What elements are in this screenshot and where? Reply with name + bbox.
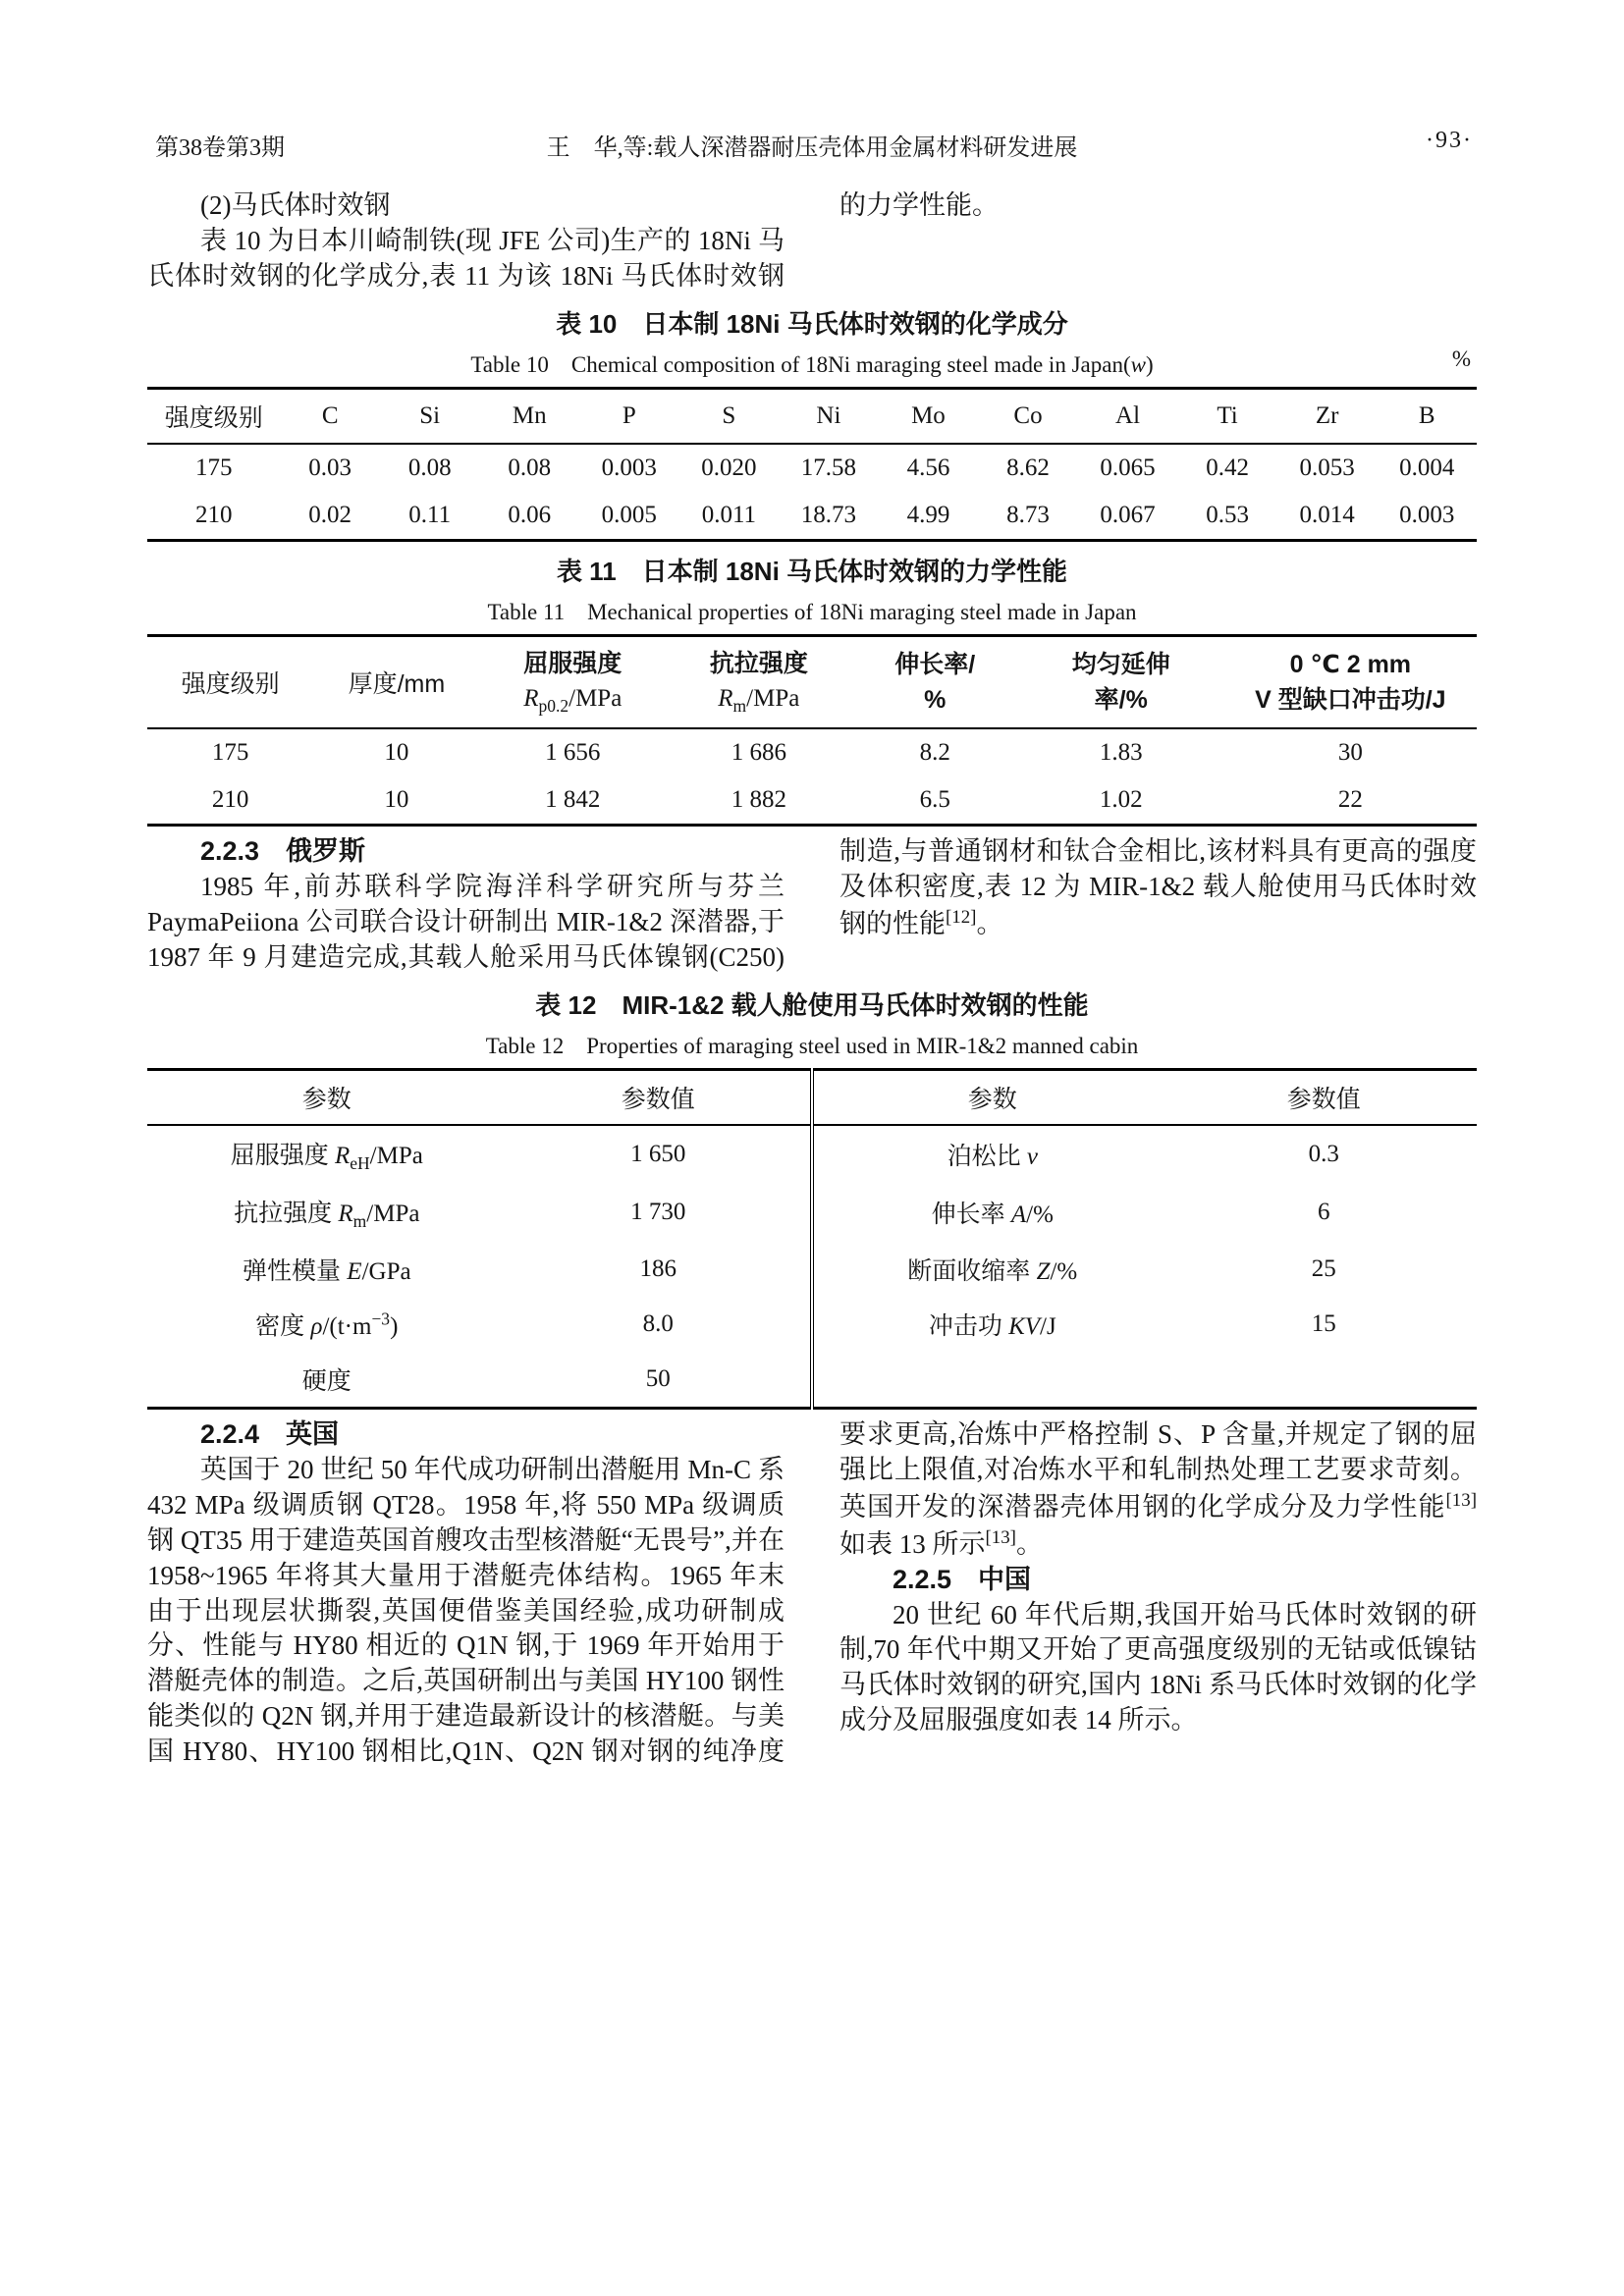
section-2-2-3 <box>147 834 1477 976</box>
col-header: 强度级别 <box>181 670 280 699</box>
table-header-row <box>147 1069 1477 1125</box>
table-cell: 0.11 <box>408 501 452 528</box>
table-row <box>147 1242 1477 1297</box>
col-header-line2: 率/% <box>1094 686 1148 715</box>
col-header: Co <box>1013 401 1043 429</box>
table-cell: 0.03 <box>308 454 352 481</box>
table10-block <box>147 304 1477 542</box>
col-header-line1: 抗拉强度 <box>709 649 808 677</box>
intro-section <box>147 188 1477 294</box>
col-header: 参数 <box>812 1069 1171 1125</box>
table-row <box>147 1125 1477 1184</box>
param-name: 抗拉强度 $R_m$/MPa <box>234 1200 420 1231</box>
table-cell: 1 882 <box>731 786 786 814</box>
table-cell: 0.08 <box>508 454 552 481</box>
table-cell: 210 <box>194 501 233 528</box>
param-value: 50 <box>645 1364 671 1392</box>
paragraph: 1985 年,前苏联科学院海洋科学研究所与芬兰 PaymaPeiiona 公司联合设计研制出 MIR-1&2 深潜器,于 1987 年 9 月建造完成,其载人舱采用马氏体镍钢(C250)制造,与普通钢材和钛合金相比,该材料具有更高的强度及体积密度,表 12 为 MIR-1&2 载人舱使用马氏体时效钢的性能[12]。 <box>147 836 1477 973</box>
paragraph: 20 世纪 60 年代后期,我国开始马氏体时效钢的研制,70 年代中期又开始了更高强度级别的无钴或低镍钴马氏体时效钢的研究,国内 18Ni 系马氏体时效钢的化学成分及屈服强度如表 14 所示。 <box>839 1599 1477 1735</box>
col-header: Mn <box>512 401 547 429</box>
table-cell: 175 <box>194 454 233 481</box>
table-cell: 6.5 <box>919 786 950 814</box>
table12-block <box>147 986 1477 1410</box>
table-row <box>147 444 1477 492</box>
table12 <box>147 1068 1477 1410</box>
param-value: 186 <box>639 1255 677 1282</box>
param-value: 8.0 <box>642 1309 674 1337</box>
table-cell: 0.004 <box>1399 454 1455 481</box>
col-header-line1: 屈服强度 <box>523 649 623 677</box>
table10 <box>147 387 1477 542</box>
table10-unit-label: % <box>1451 346 1471 371</box>
table-cell: 0.065 <box>1100 454 1156 481</box>
param-value: 1 650 <box>630 1141 686 1168</box>
col-header <box>666 635 852 728</box>
col-header: 参数 <box>301 1085 352 1113</box>
table-row <box>147 1184 1477 1242</box>
page-number: ·93· <box>1426 128 1473 153</box>
col-header: 参数值 <box>1286 1085 1361 1113</box>
table-row <box>147 492 1477 541</box>
table-cell: 175 <box>211 739 249 767</box>
param-value-empty <box>1171 1352 1477 1409</box>
table12-caption-cn: 表 12 MIR-1&2 载人舱使用马氏体时效钢的性能 <box>535 989 1089 1020</box>
table-header-row <box>147 388 1477 444</box>
table-cell: 1 656 <box>545 739 601 767</box>
param-name: 断面收缩率 Z/% <box>812 1242 1171 1297</box>
col-header: Ni <box>816 401 841 429</box>
table-cell: 0.003 <box>1399 501 1455 528</box>
table-row <box>147 1352 1477 1409</box>
col-header-line1: 伸长率/ <box>894 650 976 678</box>
col-header <box>480 635 667 728</box>
table11-caption-cn: 表 11 日本制 18Ni 马氏体时效钢的力学性能 <box>556 556 1068 586</box>
table-cell: 0.42 <box>1206 454 1249 481</box>
param-name: 冲击功 KV/J <box>812 1297 1171 1352</box>
table-cell: 17.58 <box>800 454 857 481</box>
col-header: Mo <box>911 401 946 429</box>
table-cell: 1 842 <box>545 786 601 814</box>
paragraph: (2)马氏体时效钢 <box>200 190 391 220</box>
table-cell: 0.053 <box>1299 454 1355 481</box>
table-cell: 0.08 <box>407 454 452 481</box>
param-name: 弹性模量 E/GPa <box>243 1257 411 1285</box>
table-cell: 8.62 <box>1006 454 1050 481</box>
section-heading: 2.2.5 中国 <box>893 1564 1032 1594</box>
col-header-line2: V 型缺口冲击功/J <box>1255 686 1446 715</box>
col-header: B <box>1418 401 1435 429</box>
param-value: 0.3 <box>1308 1141 1339 1168</box>
param-name: 伸长率 A/% <box>812 1184 1171 1242</box>
col-header-line2: $R_{p0.2}$/MPa <box>523 684 623 716</box>
table-cell: 10 <box>384 786 409 814</box>
param-value: 6 <box>1318 1199 1330 1226</box>
table11-block <box>147 552 1477 828</box>
table-cell: 30 <box>1337 739 1363 767</box>
table-cell: 1.83 <box>1099 739 1143 767</box>
table-header-row <box>147 635 1477 728</box>
col-header: P <box>622 401 636 429</box>
param-value: 15 <box>1311 1309 1336 1337</box>
table-cell: 10 <box>384 739 409 767</box>
table-cell: 18.73 <box>800 501 857 528</box>
table10-caption-row <box>147 347 1477 379</box>
table-cell: 0.02 <box>308 501 352 528</box>
table-cell: 0.020 <box>701 454 757 481</box>
table-cell: 210 <box>211 786 249 814</box>
table-cell: 8.73 <box>1006 501 1050 528</box>
section-heading: 2.2.3 俄罗斯 <box>200 836 366 867</box>
col-header <box>1224 635 1477 728</box>
col-header-line1: 0 ℃ 2 mm <box>1289 650 1412 678</box>
table-cell: 0.06 <box>508 501 552 528</box>
table10-caption-cn: 表 10 日本制 18Ni 马氏体时效钢的化学成分 <box>556 308 1068 339</box>
table-cell: 4.56 <box>906 454 950 481</box>
table11-caption-en: Table 11 Mechanical properties of 18Ni maraging steel made in Japan <box>487 599 1137 624</box>
section-2-2-4 <box>147 1417 1477 1770</box>
page-header <box>147 128 1477 163</box>
table-cell: 4.99 <box>906 501 950 528</box>
col-header-line2: % <box>924 686 947 715</box>
param-name: 泊松比 ν <box>812 1125 1171 1184</box>
table-cell: 0.003 <box>601 454 657 481</box>
param-name: 硬度 <box>301 1367 352 1395</box>
table-cell: 0.067 <box>1100 501 1156 528</box>
col-header: Al <box>1115 401 1141 429</box>
table11-caption-row <box>147 594 1477 626</box>
table12-caption-en: Table 12 Properties of maraging steel used in MIR-1&2 manned cabin <box>485 1033 1139 1058</box>
col-header <box>852 635 1018 728</box>
col-header-line2: $R_m$/MPa <box>718 684 800 716</box>
running-title: 王 华,等:载人深潜器耐压壳体用金属材料研发进展 <box>546 135 1078 161</box>
col-header: S <box>722 401 736 429</box>
table-cell: 0.014 <box>1299 501 1355 528</box>
table11 <box>147 634 1477 828</box>
table-cell: 0.011 <box>701 501 757 528</box>
param-value: 1 730 <box>630 1199 686 1226</box>
col-header: Zr <box>1315 401 1339 429</box>
section-heading: 2.2.4 英国 <box>200 1418 340 1449</box>
param-name: 屈服强度 $R_{eH}$/MPa <box>230 1142 423 1173</box>
table-cell: 1 686 <box>731 739 786 767</box>
table-cell: 0.005 <box>601 501 657 528</box>
col-header-line1: 均匀延伸 <box>1071 650 1170 678</box>
param-name: 密度 $\rho/(t\cdot m^{-3})$ <box>255 1308 399 1340</box>
journal-issue: 第38卷第3期 <box>155 135 285 161</box>
table-row <box>147 728 1477 776</box>
col-header: 参数值 <box>621 1085 695 1113</box>
table-row <box>147 1297 1477 1352</box>
table-cell: 8.2 <box>919 739 950 767</box>
param-value: 25 <box>1311 1255 1336 1282</box>
table12-caption-row <box>147 1028 1477 1060</box>
paragraph: 英国于 20 世纪 50 年代成功研制出潜艇用 Mn-C 系 432 MPa 级调质钢 QT28。1958 年,将 550 MPa 级调质钢 QT35 用于建造英国首艘攻击型核潜艇“无畏号”,并在 1958~1965 年将其大量用于潜艇壳体结构。1965 年末由于出现层状撕裂,英国便借鉴美国经验,成功研制成分、性能与 HY80 相近的 Q1N 钢,于 1969 年开始用于潜艇壳体的制造。之后,英国研制出与美国 HY100 钢性能类似的 Q2N 钢,并用于建造最新设计的核潜艇。与美国 HY80、HY100 钢相比,Q1N、Q2N 钢对钢的纯净度要求更高,冶炼中严格控制 S、P 含量,并规定了钢的屈强比上限值,对冶炼水平和轧制热处理工艺要求苛刻。英国开发的深潜器壳体用钢的化学成分及力学性能[13]如表 13 所示[13]。 <box>147 1418 1477 1767</box>
table-cell: 22 <box>1337 786 1363 814</box>
table-row <box>147 776 1477 826</box>
col-header: 强度级别 <box>164 403 263 432</box>
col-header <box>1018 635 1224 728</box>
col-header: Si <box>419 401 441 429</box>
col-header: C <box>321 401 339 429</box>
table-cell: 1.02 <box>1099 786 1143 814</box>
param-name-empty <box>812 1352 1171 1409</box>
table-cell: 0.53 <box>1206 501 1249 528</box>
paragraph: 表 10 为日本川崎制铁(现 JFE 公司)生产的 18Ni 马氏体时效钢的化学成分,表 11 为该 18Ni 马氏体时效钢的力学性能。 <box>147 190 999 291</box>
table10-caption-en: Table 10 Chemical composition of 18Ni maraging steel made in Japan(w) <box>470 351 1154 377</box>
col-header: 厚度/mm <box>348 670 446 699</box>
col-header: Ti <box>1217 401 1238 429</box>
